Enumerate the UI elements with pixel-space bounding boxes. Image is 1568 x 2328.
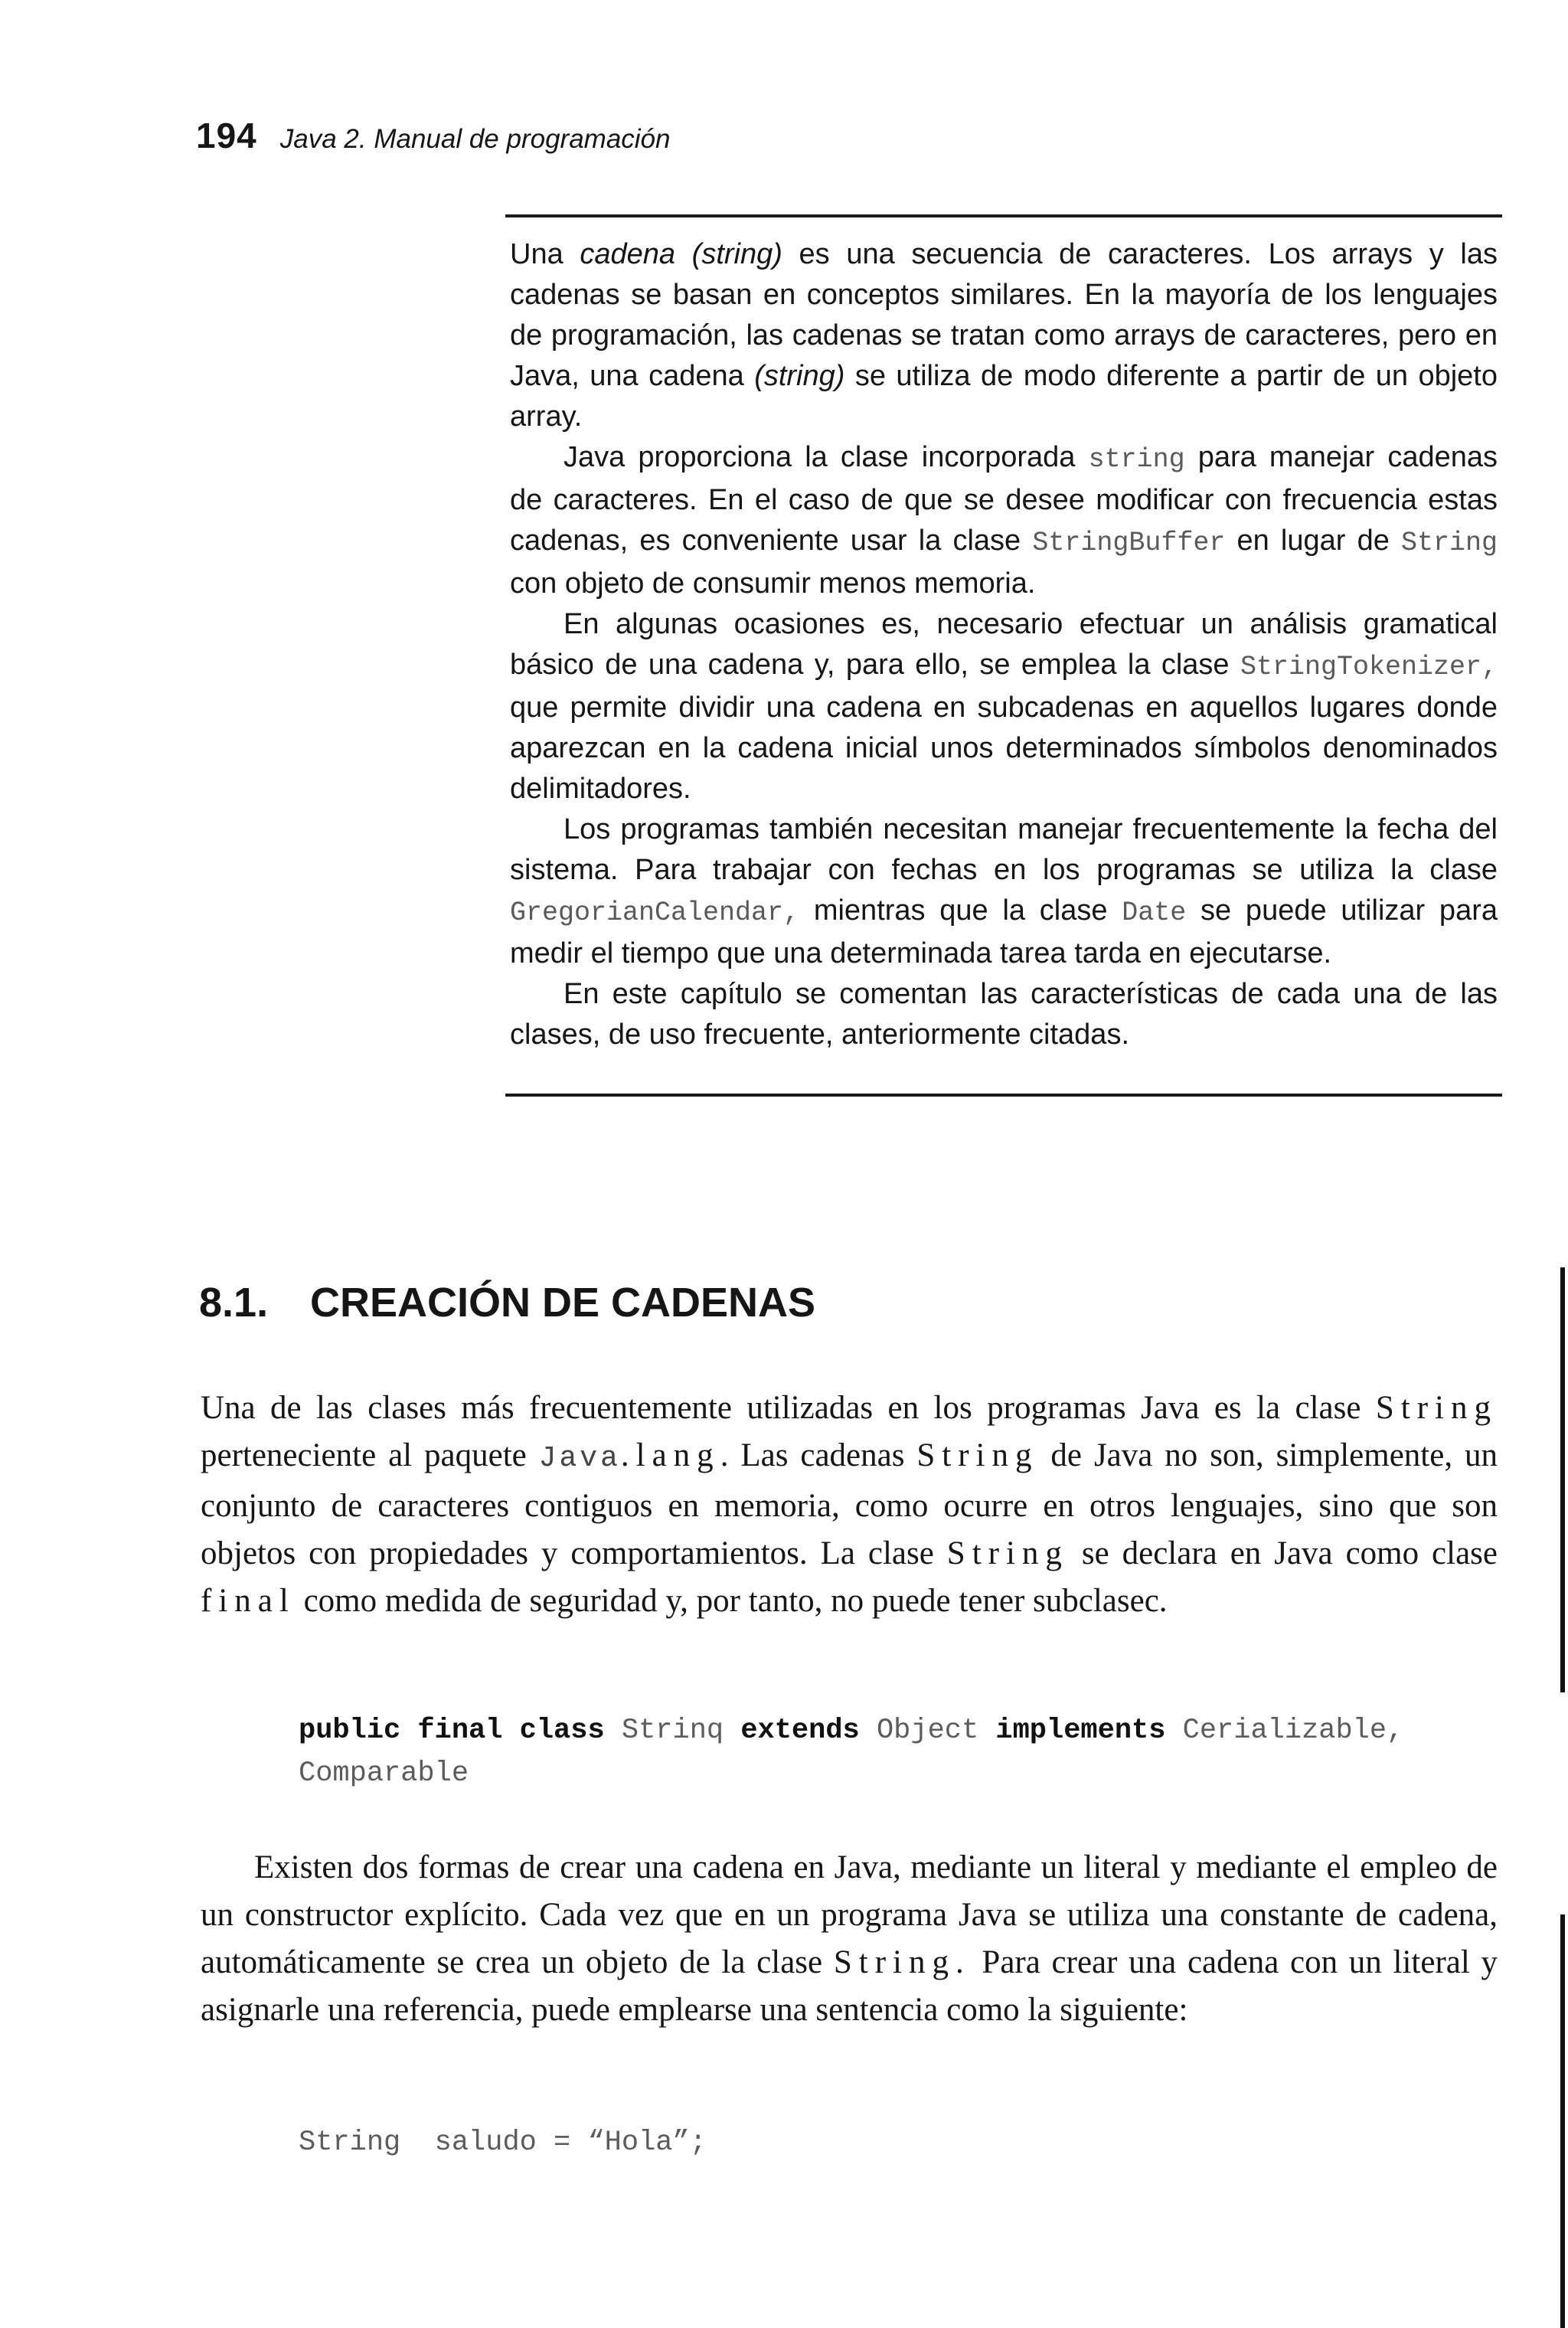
intro-paragraph-4: Los programas también necesitan manejar frecuentemente la fecha del sistema. Para trabajar con fechas en los programas se utiliza la clase GregorianCalendar, mientras que la clase Date se puede utilizar para medir el tiempo que una determinada tarea tarda en ejecutarse. xyxy=(510,813,1498,969)
intro-text xyxy=(510,234,1498,1055)
code-stringtokenizer: StringTokenizer, xyxy=(1240,652,1498,682)
code-keyword: public final class xyxy=(299,1715,605,1747)
body-paragraph-2: Existen dos formas de crear una cadena en Java, mediante un literal y mediante el empleo de un constructor explícito. Cada vez que en un programa Java se utiliza una constante de cadena, automáticamente se crea un objeto de la clase String. Para crear una cadena con un literal y asignarle una referencia, puede emplearse una sentencia como la siguiente: xyxy=(201,1849,1498,2028)
code-line-2: Comparable xyxy=(299,1757,469,1790)
code-keyword: extends xyxy=(740,1715,860,1747)
code-string: String xyxy=(1400,528,1498,558)
section-title: CREACIÓN DE CADENAS xyxy=(310,1280,816,1326)
code-lang: .lang xyxy=(620,1437,720,1473)
book-title: Java 2. Manual de programación xyxy=(279,124,671,154)
chapter-intro-box xyxy=(505,214,1502,1095)
intro-paragraph-3: En algunas ocasiones es, necesario efectuar un análisis gramatical básico de una cadena y, para ello, se emplea la clase StringTokenizer, que permite dividir una cadena en subcadenas en aquellos lugares donde aparezcan en la cadena inicial unos determinados símbolos denominados delimitadores. xyxy=(510,608,1498,805)
code-string-lower: string xyxy=(1088,444,1185,475)
intro-paragraph-5: En este capítulo se comentan las características de cada una de las clases, de uso frecuente, anteriormente citadas. xyxy=(510,978,1498,1051)
code-string: String xyxy=(1375,1390,1498,1426)
code-keyword: implements xyxy=(995,1715,1166,1747)
margin-change-bar xyxy=(1560,1267,1565,1692)
code-string: String xyxy=(916,1437,1039,1473)
code-string: String xyxy=(946,1535,1069,1571)
margin-change-bar xyxy=(1560,1914,1565,2328)
term-string: (string) xyxy=(754,360,845,392)
term-cadena-string: cadena (string) xyxy=(580,238,782,270)
code-stringbuffer: StringBuffer xyxy=(1032,528,1226,558)
code-block-class-declaration: public final class Strinq extends Object implements Cerializable, Comparable xyxy=(299,1715,1404,1790)
code-java: Java xyxy=(538,1442,621,1475)
page-number: 194 xyxy=(196,116,257,155)
intro-paragraph-1: Una cadena (string) es una secuencia de caracteres. Los arrays y las cadenas se basan en conceptos similares. En la mayoría de los lenguajes de programación, las cadenas se tratan como arrays de caracteres, pero en Java, una cadena (string) se utiliza de modo diferente a partir de un objeto array. xyxy=(510,238,1498,433)
section-number: 8.1. xyxy=(199,1280,269,1326)
code-gregoriancalendar: GregorianCalendar, xyxy=(510,898,800,928)
code-date: Date xyxy=(1122,898,1187,928)
intro-paragraph-2: Java proporciona la clase incorporada string para manejar cadenas de caracteres. En el caso de que se desee modificar con frecuencia estas cadenas, es conveniente usar la clase StringBuffer en lugar de String con objeto de consumir menos memoria. xyxy=(510,441,1498,600)
body-paragraph-1: Una de las clases más frecuentemente utilizadas en los programas Java es la clase String perteneciente al paquete Java.lang. Las cadenas String de Java no son, simplemente, un conjunto de caracteres contiguos en memoria, como ocurre en otros lenguajes, sino que son objetos con propiedades y comportamientos. La clase String se declara en Java como clase final como medida de seguridad y, por tanto, no puede tener subclasec. xyxy=(201,1390,1498,1619)
running-header xyxy=(196,115,671,156)
code-block-string-literal: String saludo = “Hola”; xyxy=(299,2127,707,2159)
section-heading xyxy=(199,1279,815,1326)
code-string: String. xyxy=(833,1944,971,1980)
intro-bottom-rule xyxy=(505,1094,1502,1097)
code-final: final xyxy=(201,1583,296,1619)
intro-top-rule xyxy=(505,214,1502,217)
